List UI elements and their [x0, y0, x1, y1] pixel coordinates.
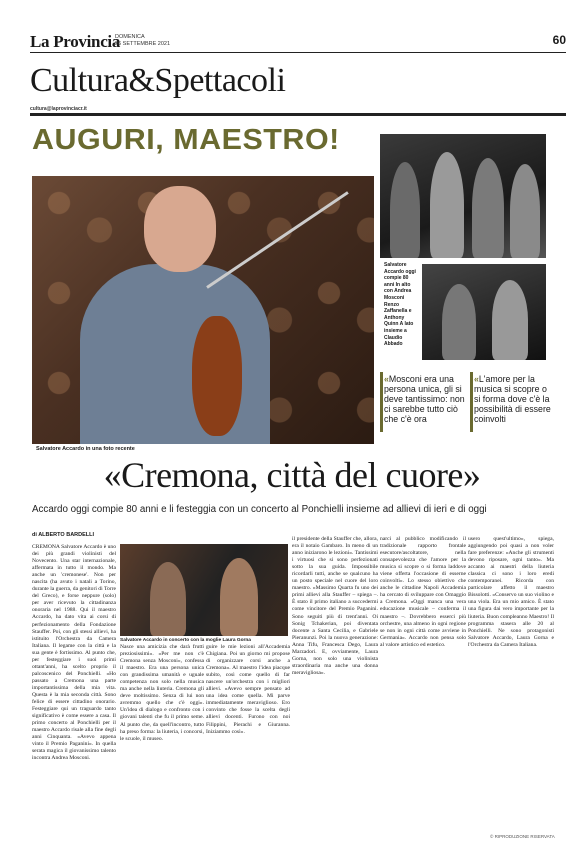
section-divider [30, 113, 566, 116]
section-title: Cultura&Spettacoli [30, 62, 286, 99]
photo-figure-head [144, 186, 216, 272]
masthead-divider [30, 52, 566, 53]
article-kicker: AUGURI, MAESTRO! [32, 124, 340, 156]
section-email: cultura@laprovinciacr.it [30, 106, 87, 112]
issue-date [115, 34, 170, 48]
body-column-5: narci al pubblico modificando il tradizionale rapporto frontale esecutore/ascoltatore, nella consapevolezza che l'amore per la musica si scopre o si forma laddove viene offerta l'occasione di esserne coinvolti». Lo stesso obiettivo che anche le cittadine Napoli Accademia ha cercato di sviluppare con Omaggio a Cremona. «Oggi manca una vera educazione musicale – conferma il maestro –. Dovrebbero esserci più orchestre, una almeno in ogni regione se non in ogni città come avviene in Germania». Accardo non pensa solo al valore artistico ed estetico. [380, 536, 466, 648]
article-byline: di ALBERTO BARDELLI [32, 532, 95, 538]
pull-quote-text: L'amore per la musica si scopre o si forma dove c'è la possibilità di essere coinvolti [474, 374, 551, 424]
newspaper-logo: La Provincia [30, 32, 121, 51]
photo-figure-body [80, 264, 270, 444]
copyright-notice: © RIPRODUZIONE RISERVATA [490, 834, 555, 839]
photo-figure [442, 284, 476, 360]
photo-figure [472, 158, 504, 258]
side-photo-group [380, 134, 546, 258]
pull-quote-music [474, 374, 554, 424]
photo-figure [510, 164, 540, 258]
article-subhead: Accardo oggi compie 80 anni e li festeggia con un concerto al Ponchielli insieme ad allievi di ieri e di oggi [32, 504, 487, 515]
issue-day: DOMENICA [115, 34, 145, 40]
issue-date-text: 26 SETTEMBRE 2021 [115, 41, 171, 47]
quote-bar [380, 372, 383, 432]
page-number: 60 [552, 33, 566, 47]
concert-photo [120, 544, 288, 636]
quote-mark: « [384, 374, 389, 384]
body-column-3: guire le mie lezioni all'Accademia Chigiana. Poi un giorno mi propose di organizzare corsi anche a Cremona». Al maestro l'idea piacque subito, così come quello di far nascere un'orchestra con i migliori allievi. «Avevo sempre pensato ad una idea come quella. Mi parve immediatamente meraviglioso. Ero convinto che fosse la scelta degli allievi docenti. Furono con noi Filippini, Pierachi e Giuranna. Iniziammo così». [206, 644, 290, 735]
article-headline: «Cremona, città del cuore» [103, 455, 481, 495]
body-column-2: Nasce una amicizia che darà frutti preziosissimi». «Per me non c'è Cremona senza Mosconi», confessa il maestro. Era una persona unica con grandissima umanità e uguale competenza non solo nella musica ma anche nella liuteria. Cremona gli deve moltissimo. Senza di lui non avremmo quello che c'è oggi». Un'idea di dialogo e confronto con i giovani talenti che fu il primo seme. Al punto che, da quell'incontro, tutto ha preso forma: la liuteria, i concorsi, le scuole, il museo. [120, 644, 204, 742]
body-column-4: il presidente della Stauffer che, allora, era il notaio Gambaro. In meno di un anno iniziarono le lezioni». Tantissimi i virtuosi che si sono perfezionati sotto la sua guida. Impossibile ricordarli tutti, anche se qualcuno ha un posto speciale nel cuore del loro maestro. «Massimo Quarta fu uno dei primi allievi alla Stauffer – spiega –. È stato il primo italiano a succedermi come vincitore del Premio Paganini. Sono seguiti più di trent'anni. Oi Sonig Tchakerian, poi diventata docente a Santa Cecilia, e Gabriele Pieranunzi. Poi la nuova generazione: Anna Tifu, Francesca Dego, Laura Marzadori. E, ovviamente, Laura Gorna, non solo una violinista straordinaria ma anche una donna meravigliosa». [292, 536, 378, 676]
quote-bar [470, 372, 473, 432]
photo-figure [390, 162, 420, 258]
photo-figure [220, 558, 258, 636]
pull-quote-mosconi [384, 374, 468, 424]
main-photo [32, 176, 374, 444]
quote-mark: « [474, 374, 479, 384]
body-column-1: CREMONA Salvatore Accardo è uno dei più grandi violinisti del Novecento. Una star internazionale, affermata in tutto il mondo. Ma anche un 'cremonese'. Non per nascita (ha avuto i natali a Torino, durante la guerra, da genitori di Torre del Greco), e forse neppure (solo) per aver ricevuto la cittadinanza onoraria nel 1988. Qui il maestro Accardo, ha dato vita ai corsi di perfezionamento della Fondazione Stauffer. Poi, con gli stessi allievi, ha istituito l'Orchestra da Camera Italiana. Il legame con la città e la sua gente è fortissimo. Al punto che, per festeggiare i suoi primi ottant'anni, ha scelto proprio il palcoscenico del Ponchielli. «Ho passato a Cremona una parte importantissima della mia vita. Questa è la mia seconda città. Sono felice di essere cittadino onorario. Festeggiare qui un traguardo tanto significativo è come essere a casa. Il primo concerto al Ponchielli per il maestro Accardo risale alla fine degli anni Cinquanta. «Avevo appena vinto il Premio Paganini». In quella serata magica il giovanissimo talento incontra Andrea Mosconi. [32, 544, 116, 762]
photo-figure [430, 152, 464, 258]
main-photo-caption: Salvatore Accardo in una foto recente [36, 446, 135, 452]
side-photo-abbado [422, 264, 546, 360]
violin-image [192, 316, 242, 436]
photo-figure [150, 562, 186, 636]
side-photo-caption: Salvatore Accardo oggi compie 80 anni In alto con Andrea Mosconi Renzo Zaffanella e Anthony Quinn A lato insieme a Claudio Abbado [384, 262, 416, 348]
photo-figure [492, 280, 528, 360]
pull-quote-text: Mosconi era una persona unica, gli si deve tantissimo: non ci sarebbe tutto ciò che c'è ora [384, 374, 465, 424]
body-column-6: usero quest'ultimo», spiega, aggiungendo poi quasi a non voler fare preferenze: «Anche gli strumenti devono riposare, ogni tanto». Ma accanto ai maestri della liuteria classica ci sono i loro eredi contemporanei. Ricorda con particolare affetto il maestro Bissolotti. «Conservo un suo violino e una viola. Era un mio amico. È stato una figura dai vero importante per la liuteria. Buon compleanno Maestro! Il programma stasera alle 20 al Ponchielli. Ne sono protagonisti Salvatore Accardo, Laura Gorna e l'Orchestra da Camera Italiana. [468, 536, 554, 648]
concert-photo-caption: Salvatore Accardo in concerto con la moglie Laura Gorna [120, 638, 251, 643]
